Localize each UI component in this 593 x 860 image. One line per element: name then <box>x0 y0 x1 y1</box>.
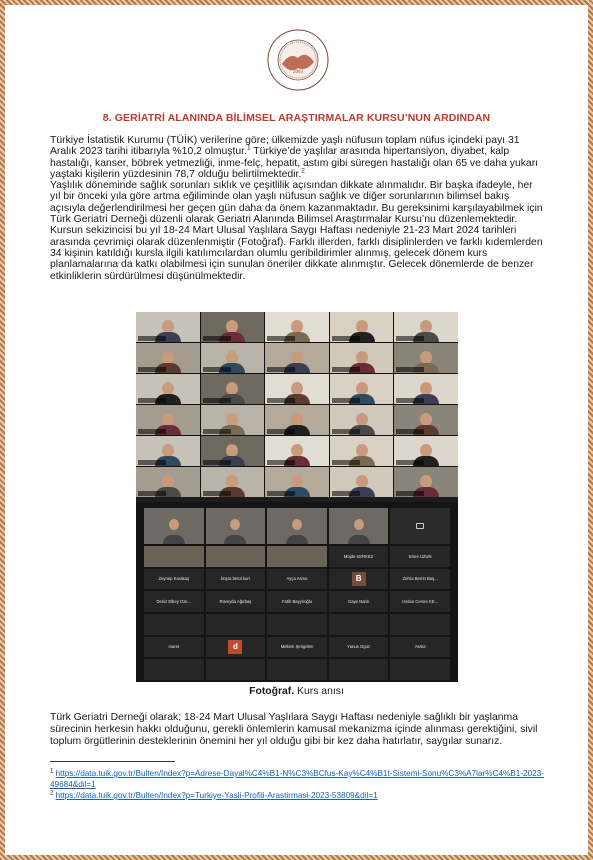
participant-tile <box>144 614 204 635</box>
participant-tile <box>206 546 266 567</box>
video-tile <box>136 436 200 466</box>
video-tile <box>394 436 458 466</box>
name-label <box>138 336 166 341</box>
participant-name: Gaye Narin <box>348 599 370 605</box>
participant-name: Fatih Bayyiroğlu <box>281 599 312 605</box>
participant-tile <box>267 569 327 590</box>
name-label <box>332 367 360 372</box>
participant-body <box>163 535 185 544</box>
footnote-ref-1[interactable]: 1 <box>246 144 251 152</box>
participant-tile <box>144 637 204 658</box>
participant-tile <box>206 591 266 612</box>
name-label <box>396 491 424 496</box>
participant-tile <box>206 569 266 590</box>
name-label <box>138 398 166 403</box>
participant-head <box>420 444 432 457</box>
participant-head <box>226 320 238 333</box>
name-label <box>203 336 231 341</box>
participant-tile <box>144 546 204 567</box>
video-tile <box>201 312 265 342</box>
participant-head <box>356 382 368 395</box>
footnote-divider <box>50 761 175 762</box>
camera-off-icon <box>416 523 424 529</box>
participant-name: Yunus Oguz <box>347 644 370 650</box>
video-tile <box>267 508 327 544</box>
participant-tile <box>329 659 389 680</box>
video-tile <box>394 312 458 342</box>
participant-head <box>230 519 240 530</box>
participant-head <box>420 320 432 333</box>
participant-head <box>162 413 174 426</box>
name-label <box>267 398 295 403</box>
avatar: B <box>352 572 366 586</box>
participant-head <box>226 351 238 364</box>
video-tile <box>265 312 329 342</box>
participant-tile <box>267 591 327 612</box>
footnote-1: $^1$ https://data.tuik.gov.tr/Bulten/Index?p=Adrese-Dayal%C4%B1-N%C3%BCfus-Kay%C4%B1t-Sistemi-Sonu%C3%A7lar%C4%B1-2023-49684&dil=1 <box>50 768 544 789</box>
participant-head <box>420 351 432 364</box>
name-label <box>203 491 231 496</box>
video-tile <box>201 467 265 497</box>
name-label <box>267 336 295 341</box>
participant-head <box>162 444 174 457</box>
participant-tile <box>144 569 204 590</box>
participant-head <box>356 444 368 457</box>
participant-head <box>169 519 179 530</box>
video-tile <box>201 436 265 466</box>
participant-name: Hatice Cemre KE... <box>402 599 439 605</box>
name-label <box>138 460 166 465</box>
video-tile <box>201 405 265 435</box>
participant-head <box>356 351 368 364</box>
video-tile <box>201 343 265 373</box>
participant-tile <box>329 591 389 612</box>
video-tile <box>206 508 266 544</box>
name-label <box>332 460 360 465</box>
participant-head <box>226 444 238 457</box>
participant-name: maret <box>168 644 180 650</box>
footnote-ref-2[interactable]: 2 <box>301 167 305 175</box>
participant-head <box>291 382 303 395</box>
video-tile <box>265 467 329 497</box>
name-label <box>332 336 360 341</box>
participant-tile <box>329 569 389 590</box>
society-logo <box>266 28 330 92</box>
photo-caption: Fotoğraf. Kurs anısı <box>249 686 344 697</box>
article-heading: 8. GERİATRİ ALANINDA BİLİMSEL ARAŞTIRMALAR KURSU’NUN ARDINDAN <box>102 112 491 124</box>
participant-head <box>226 382 238 395</box>
video-tile <box>144 508 204 544</box>
participant-head <box>162 475 174 488</box>
participant-tile <box>144 591 204 612</box>
video-tile <box>265 405 329 435</box>
video-tile <box>330 374 394 404</box>
video-tile <box>136 405 200 435</box>
participant-head <box>292 519 302 530</box>
video-tile <box>136 312 200 342</box>
video-tile <box>330 405 394 435</box>
participant-tile <box>267 614 327 635</box>
name-label <box>203 460 231 465</box>
footnotes <box>50 768 545 801</box>
video-gallery-upper <box>136 312 458 497</box>
participant-body <box>348 535 370 544</box>
video-tile <box>201 374 265 404</box>
avatar: d <box>228 640 242 654</box>
participant-head <box>291 475 303 488</box>
participant-head <box>356 475 368 488</box>
participant-head <box>420 382 432 395</box>
participant-head <box>420 475 432 488</box>
participant-tile <box>390 637 450 658</box>
video-tile <box>394 343 458 373</box>
participant-head <box>162 351 174 364</box>
name-label <box>138 367 166 372</box>
participant-name: Zehra Berrin Baş... <box>402 576 438 582</box>
participant-head <box>291 320 303 333</box>
name-label <box>332 429 360 434</box>
participant-head <box>420 413 432 426</box>
footnote-link-1[interactable]: https://data.tuik.gov.tr/Bulten/Index?p=Adrese-Dayal%C4%B1-N%C3%BCfus-Kay%C4%B1t-Sistemi-Sonu%C3%A7lar%C4%B1-2023-49684&dil=1 <box>50 769 544 789</box>
participant-name: Deniz Elbey Oze... <box>156 599 192 605</box>
participant-tile <box>267 546 327 567</box>
participant-tile <box>267 659 327 680</box>
name-label <box>396 367 424 372</box>
name-label <box>332 491 360 496</box>
name-label <box>332 398 360 403</box>
name-label <box>138 491 166 496</box>
participant-tile <box>144 659 204 680</box>
article-body <box>50 135 545 282</box>
participant-name: büşra betül kurt <box>220 576 250 582</box>
participant-tile <box>329 637 389 658</box>
name-label <box>203 429 231 434</box>
participant-head <box>226 413 238 426</box>
participant-head <box>356 413 368 426</box>
name-label <box>396 460 424 465</box>
name-label <box>138 429 166 434</box>
video-tile <box>394 405 458 435</box>
camera-off-tile <box>390 508 450 544</box>
participant-head <box>356 320 368 333</box>
participant-tile <box>267 637 327 658</box>
participant-name: Müjde KERKEZ <box>343 553 374 559</box>
video-tile <box>265 436 329 466</box>
video-tile <box>330 436 394 466</box>
video-tile <box>330 343 394 373</box>
video-tile <box>136 374 200 404</box>
video-tile <box>265 343 329 373</box>
participant-name: Ayça Asma <box>286 576 308 582</box>
participant-tile <box>390 546 450 567</box>
participant-name: Zeynep Karakaş <box>158 576 190 582</box>
name-label <box>396 398 424 403</box>
participant-name: Asma <box>414 644 426 650</box>
name-label <box>203 367 231 372</box>
video-tile <box>265 374 329 404</box>
closing-paragraph: Türk Geriatri Derneği olarak; 18-24 Mart Ulusal Yaşlılara Saygı Haftası nedeniyle sağlıklı bir yaşlanma sürecinin herkesin hakkı olduğunu, gerekli önlemlerin kamusal mekanizma içinde alınması gerektiğini, sivil toplum örgütlerinin desteklerinin önemini her yıl olduğu gibi bir kez daha hatırlatır, saygılar sunarız. <box>50 712 538 747</box>
video-tile <box>330 467 394 497</box>
participant-tile <box>329 614 389 635</box>
participant-grid <box>144 546 450 680</box>
video-row <box>144 508 450 544</box>
video-tile <box>394 467 458 497</box>
video-tile <box>136 467 200 497</box>
participant-tile <box>206 637 266 658</box>
participant-name: Meltem Şengelen <box>280 644 314 650</box>
name-label <box>203 398 231 403</box>
name-label <box>396 336 424 341</box>
participant-body <box>286 535 308 544</box>
footnote-link-2[interactable]: https://data.tuik.gov.tr/Bulten/Index?p=Turkiye-Yasli-Profili-Arastirmasi-2023-53809&dil=1 <box>55 791 378 800</box>
participant-head <box>162 320 174 333</box>
participant-tile <box>390 659 450 680</box>
participant-tile <box>390 614 450 635</box>
paragraph-1: Türkiye İstatistik Kurumu (TÜİK) verilerine göre; ülkemizde yaşlı nüfusun toplam nüfus içindeki payı 31 Aralık 2023 tarihi itibarıyla %10,2 olmuştur.$^1$ Türkiye’de yaşlılar arasında hipertansiyon, diyabet, kalp hastalığı, kanser, böbrek yetmezliği, inme-felç, hepatit, astım gibi süregen hastalığı olan 65 ve daha yukarı yaştaki kişilerin yüzdesinin 78,7 olduğu belirtilmektedir.$^2$ <box>50 135 539 180</box>
participant-name: Emre UZUN <box>408 553 432 559</box>
participant-body <box>224 535 246 544</box>
participant-head <box>291 351 303 364</box>
video-gallery-lower <box>136 502 458 682</box>
footnote-2: $^2$ https://data.tuik.gov.tr/Bulten/Index?p=Turkiye-Yasli-Profili-Arastirmasi-2023-53809&dil=1 <box>50 790 378 800</box>
video-tile <box>136 343 200 373</box>
participant-head <box>291 413 303 426</box>
participant-tile <box>206 659 266 680</box>
participant-head <box>354 519 364 530</box>
name-label <box>267 367 295 372</box>
participant-head <box>291 444 303 457</box>
participant-tile <box>390 569 450 590</box>
name-label <box>267 429 295 434</box>
name-label <box>267 460 295 465</box>
paragraph-2: Yaşlılık döneminde sağlık sorunları sıklık ve çeşitlilik açısından dikkate alınmalıdır. Bir başka ifadeyle, her yıl bir önceki yıla göre artma eğiliminde olan yaşlı nüfusun sağlık ve diğer sorunlarının bilimsel bakış açısıyla değerlendirilmesi her geçen gün daha da önem kazanmaktadır. Bu gereksinimi karşılayabilmek için Türk Geriatri Derneği düzenli olarak Geriatri Alanında Bilimsel Araştırmalar Kursu’nu düzenlemektedir. Kursun sekizincisi bu yıl 18-24 Mart Ulusal Yaşlılara Saygı Haftası nedeniyle 21-23 Mart 2024 tarihleri arasında çevrimiçi olarak düzenlenmiştir (Fotoğraf). Farklı illerden, farklı disiplinlerden ve farklı kıdemlerden 34 kişinin katıldığı kursla ilgili katılımcılardan olumlu geribildirimler alınmış, gelecek dönem kurs planlamalarına da katkı olabilmesi için sunulan öneriler dikkate alınmıştır. Gelecek dönemlerde de benzer etkinliklerin sürdürülmesi düşünülmektedir. <box>50 180 543 282</box>
video-tile <box>329 508 389 544</box>
participant-head <box>226 475 238 488</box>
video-tile <box>394 374 458 404</box>
participant-tile <box>329 546 389 567</box>
svg-text:2003: 2003 <box>293 70 303 75</box>
participant-name: Rüveyda Ağırbaş <box>219 599 252 605</box>
course-photo <box>136 312 458 682</box>
participant-tile <box>206 614 266 635</box>
name-label <box>396 429 424 434</box>
video-tile <box>330 312 394 342</box>
participant-head <box>162 382 174 395</box>
name-label <box>267 491 295 496</box>
participant-tile <box>390 591 450 612</box>
